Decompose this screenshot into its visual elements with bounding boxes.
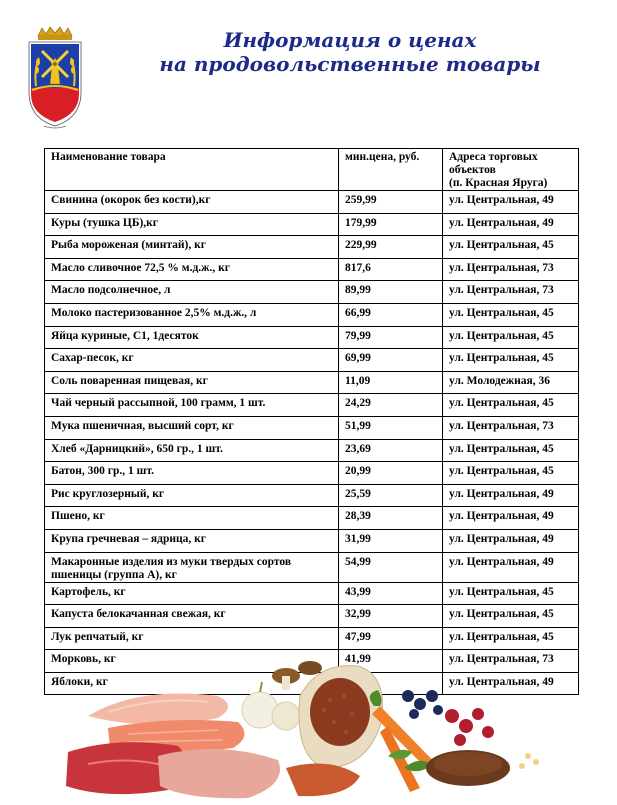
address-cell: ул. Центральная, 45 — [443, 439, 579, 462]
table-row — [45, 462, 579, 485]
product-cell: Куры (тушка ЦБ),кг — [45, 213, 339, 236]
table-row — [45, 394, 579, 417]
price-cell: 43,99 — [339, 582, 443, 605]
price-cell: 32,99 — [339, 605, 443, 628]
table-row — [45, 507, 579, 530]
address-cell: ул. Молодежная, 36 — [443, 371, 579, 394]
address-cell: ул. Центральная, 49 — [443, 552, 579, 582]
product-cell: Соль поваренная пищевая, кг — [45, 371, 339, 394]
product-cell: Масло подсолнечное, л — [45, 281, 339, 304]
product-cell: Батон, 300 гр., 1 шт. — [45, 462, 339, 485]
price-cell: 69,99 — [339, 349, 443, 372]
product-cell: Капуста белокачанная свежая, кг — [45, 605, 339, 628]
price-cell: 89,99 — [339, 281, 443, 304]
product-cell: Картофель, кг — [45, 582, 339, 605]
address-cell: ул. Центральная, 45 — [443, 326, 579, 349]
page-title-line1: Информация о ценах — [223, 28, 477, 52]
column-header-price: мин.цена, руб. — [339, 149, 443, 191]
price-cell: 23,69 — [339, 439, 443, 462]
table-row — [45, 439, 579, 462]
column-header-address: Адреса торговых объектов (п. Красная Яруга) — [443, 149, 579, 191]
table-row — [45, 326, 579, 349]
product-cell: Чай черный рассыпной, 100 грамм, 1 шт. — [45, 394, 339, 417]
table-row — [45, 371, 579, 394]
price-cell: 66,99 — [339, 303, 443, 326]
table-row — [45, 416, 579, 439]
price-cell: 259,99 — [339, 191, 443, 214]
price-cell: 179,99 — [339, 213, 443, 236]
product-cell: Макаронные изделия из муки твердых сортов пшеницы (группа А), кг — [45, 552, 339, 582]
product-cell: Сахар-песок, кг — [45, 349, 339, 372]
price-cell: 41,99 — [339, 650, 443, 673]
table-row — [45, 349, 579, 372]
table-row — [45, 552, 579, 582]
price-cell: 47,99 — [339, 627, 443, 650]
product-cell: Яблоки, кг — [45, 672, 339, 695]
prices-table — [44, 148, 579, 695]
product-cell: Молоко пастеризованное 2,5% м.д.ж., л — [45, 303, 339, 326]
product-cell: Масло сливочное 72,5 % м.д.ж., кг — [45, 258, 339, 281]
table-row — [45, 605, 579, 628]
address-cell: ул. Центральная, 49 — [443, 191, 579, 214]
address-cell: ул. Центральная, 45 — [443, 394, 579, 417]
price-cell: 79,99 — [339, 326, 443, 349]
address-cell: ул. Центральная, 45 — [443, 462, 579, 485]
product-cell: Мука пшеничная, высший сорт, кг — [45, 416, 339, 439]
price-cell: 24,29 — [339, 394, 443, 417]
price-cell: 31,99 — [339, 529, 443, 552]
page-title — [150, 28, 550, 76]
address-cell: ул. Центральная, 49 — [443, 484, 579, 507]
price-cell: 20,99 — [339, 462, 443, 485]
table-row — [45, 303, 579, 326]
address-cell: ул. Центральная, 45 — [443, 349, 579, 372]
product-cell: Свинина (окорок без кости),кг — [45, 191, 339, 214]
table-row — [45, 529, 579, 552]
table-row — [45, 236, 579, 259]
product-cell: Пшено, кг — [45, 507, 339, 530]
food-illustration — [48, 656, 568, 800]
column-header-product: Наименование товара — [45, 149, 339, 191]
prices-table-container — [44, 148, 578, 695]
address-cell: ул. Центральная, 49 — [443, 507, 579, 530]
price-cell: 25,59 — [339, 484, 443, 507]
table-body — [45, 191, 579, 695]
address-cell: ул. Центральная, 49 — [443, 672, 579, 695]
product-cell: Крупа гречневая – ядрица, кг — [45, 529, 339, 552]
address-cell: ул. Центральная, 45 — [443, 582, 579, 605]
product-cell: Хлеб «Дарницкий», 650 гр., 1 шт. — [45, 439, 339, 462]
address-cell: ул. Центральная, 73 — [443, 650, 579, 673]
product-cell: Яйца куриные, С1, 1десяток — [45, 326, 339, 349]
address-cell: ул. Центральная, 49 — [443, 529, 579, 552]
address-cell: ул. Центральная, 73 — [443, 281, 579, 304]
table-row — [45, 627, 579, 650]
price-cell: 817,6 — [339, 258, 443, 281]
address-cell: ул. Центральная, 45 — [443, 303, 579, 326]
address-cell: ул. Центральная, 73 — [443, 416, 579, 439]
table-row — [45, 281, 579, 304]
price-cell: 54,99 — [339, 552, 443, 582]
price-cell: 28,39 — [339, 507, 443, 530]
table-row — [45, 191, 579, 214]
address-cell: ул. Центральная, 73 — [443, 258, 579, 281]
price-cell: 11,09 — [339, 371, 443, 394]
product-cell: Лук репчатый, кг — [45, 627, 339, 650]
product-cell: Рыба мороженая (минтай), кг — [45, 236, 339, 259]
table-header-row — [45, 149, 579, 191]
address-cell: ул. Центральная, 49 — [443, 213, 579, 236]
table-row — [45, 213, 579, 236]
address-cell: ул. Центральная, 45 — [443, 627, 579, 650]
table-row — [45, 258, 579, 281]
table-row — [45, 484, 579, 507]
page-title-line2: на продовольственные товары — [159, 52, 541, 76]
price-cell: 51,99 — [339, 416, 443, 439]
product-cell: Рис круглозерный, кг — [45, 484, 339, 507]
price-cell: 229,99 — [339, 236, 443, 259]
coat-of-arms-icon — [26, 26, 84, 130]
product-cell: Морковь, кг — [45, 650, 339, 673]
table-row — [45, 582, 579, 605]
address-cell: ул. Центральная, 45 — [443, 605, 579, 628]
address-cell: ул. Центральная, 45 — [443, 236, 579, 259]
